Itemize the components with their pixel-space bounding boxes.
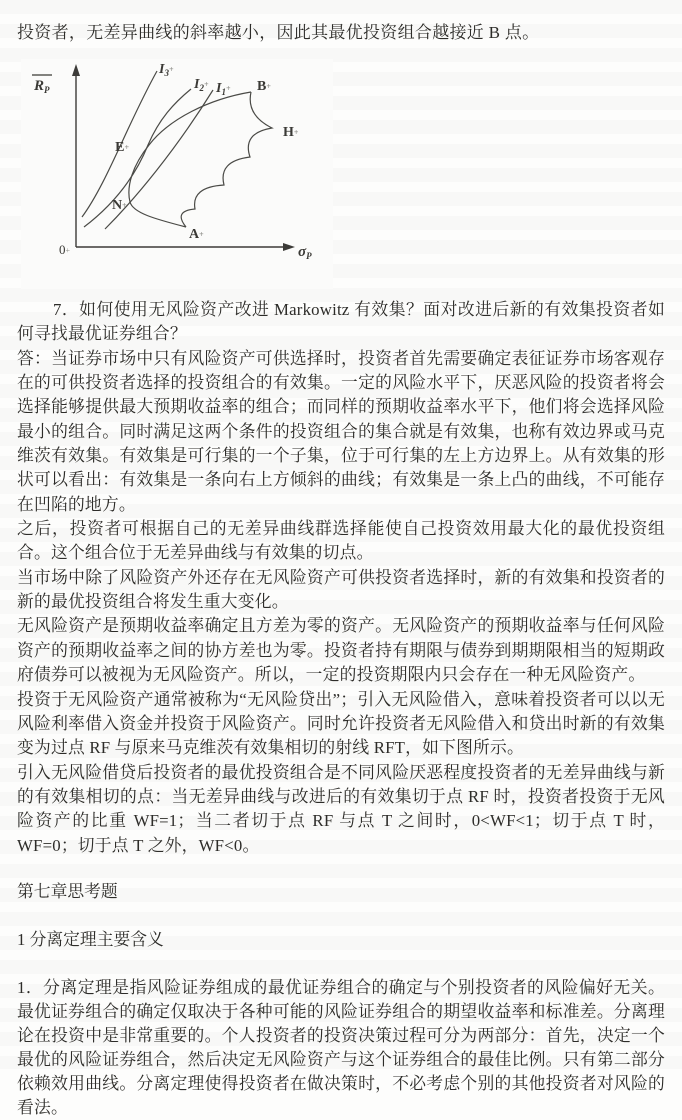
answer-7-paragraph: 无风险资产是预期收益率确定且方差为零的资产。无风险资产的预期收益率与任何风险资产的预期收益率之间的协方差也为零。投资者持有期限与债券到期期限相当的短期政府债券可以被视为无风险资产。所以，一定的投资期限内只会存在一种无风险资产。 [17, 616, 665, 685]
intro-paragraph: 投资者，无差异曲线的斜率越小，因此其最优投资组合越接近 B 点。 [17, 23, 540, 42]
label-i3: $I_3^+$ [159, 62, 174, 78]
feasible-set-boundary [181, 92, 272, 227]
chapter-heading: 第七章思考题 [17, 881, 118, 901]
answer-7-paragraph: 之后，投资者可根据自己的无差异曲线群选择能使自己投资效用最大化的最优投资组合。这个组合位于无差异曲线与有效集的切点。 [17, 519, 665, 563]
answer-7-paragraph: 投资于无风险资产通常被称为“无风险贷出”；引入无风险借入，意味着投资者可以以无风险利率借入资金并投资于风险资产。同时允许投资者无风险借入和贷出时新的有效集变为过点 RF 与原来马克维茨有效集相切的射线 RFT，如下图所示。 [17, 689, 665, 758]
efficient-frontier-figure [21, 59, 333, 289]
answer-7-paragraph: 当市场中除了风险资产外还存在无风险资产可供投资者选择时，新的有效集和投资者的新的最优投资组合将发生重大变化。 [17, 567, 665, 612]
efficient-frontier-diagram [21, 59, 333, 289]
label-point-a: A+ [189, 227, 204, 242]
label-i1: $I_1^+$ [216, 81, 231, 97]
label-point-b: B+ [257, 79, 271, 94]
label-point-h: H+ [283, 125, 299, 140]
question-7-text: 7．如何使用无风险资产改进 Markowitz 有效集？面对改进后新的有效集投资者如何寻找最优证券组合？ [17, 300, 665, 344]
origin-label: 0+ [59, 242, 71, 257]
label-point-n: N+ [112, 198, 127, 213]
x-axis-label: $\sigma_P$ [298, 244, 312, 261]
answer-7-paragraph: 引入无风险借贷后投资者的最优投资组合是不同风险厌恶程度投资者的无差异曲线与新的有效集相切的点：当无差异曲线与改进后的有效集切于点 RF 时，投资者投资于无风险资产的比重 WF=1；当二者切于点 RF 与点 T 之间时，0<WF<1；切于点 T 时，WF=0；切于点 T 之外，WF<0。 [17, 762, 665, 855]
y-axis-label: $R_P$ [34, 78, 50, 95]
label-point-e: E+ [115, 140, 129, 155]
answer-7-paragraph: 答：当证券市场中只有风险资产可供选择时，投资者首先需要确定表征证券市场客观存在的可供投资者选择的投资组合的有效集。一定的风险水平下，厌恶风险的投资者将会选择能够提供最大预期收益率的组合；而同样的预期收益率水平下，他们将会选择风险最小的组合。同时满足这两个条件的投资组合的集合就是有效集，也称有效边界或马克维茨有效集。有效集是可行集的一个子集，位于可行集的左上方边界上。从有效集的形状可以看出：有效集是一条向右上方倾斜的曲线；有效集是一条上凸的曲线，不可能存在凹陷的地方。 [17, 348, 665, 514]
efficient-frontier-curve [129, 92, 251, 227]
answer-7-block [17, 347, 665, 858]
y-axis-arrow-icon [72, 64, 80, 76]
label-i2: $I_2^+$ [194, 77, 209, 93]
answer-1-paragraph: 1．分离定理是指风险证券组成的最优证券组合的确定与个别投资者的风险偏好无关。最优证券组合的确定仅取决于各种可能的风险证券组合的期望收益率和标准差。分离理论在投资中是非常重要的。个人投资者的投资决策过程可分为两部分：首先，决定一个最优的风险证券组合，然后决定无风险资产与这个证券组合的最佳比例。只有第二部分依赖效用曲线。分离定理使得投资者在做决策时，不必考虑个别的其他投资者对风险的看法。 [17, 977, 665, 1117]
question-1-heading: 1 分离定理主要含义 [17, 929, 164, 949]
x-axis-arrow-icon [283, 243, 295, 251]
